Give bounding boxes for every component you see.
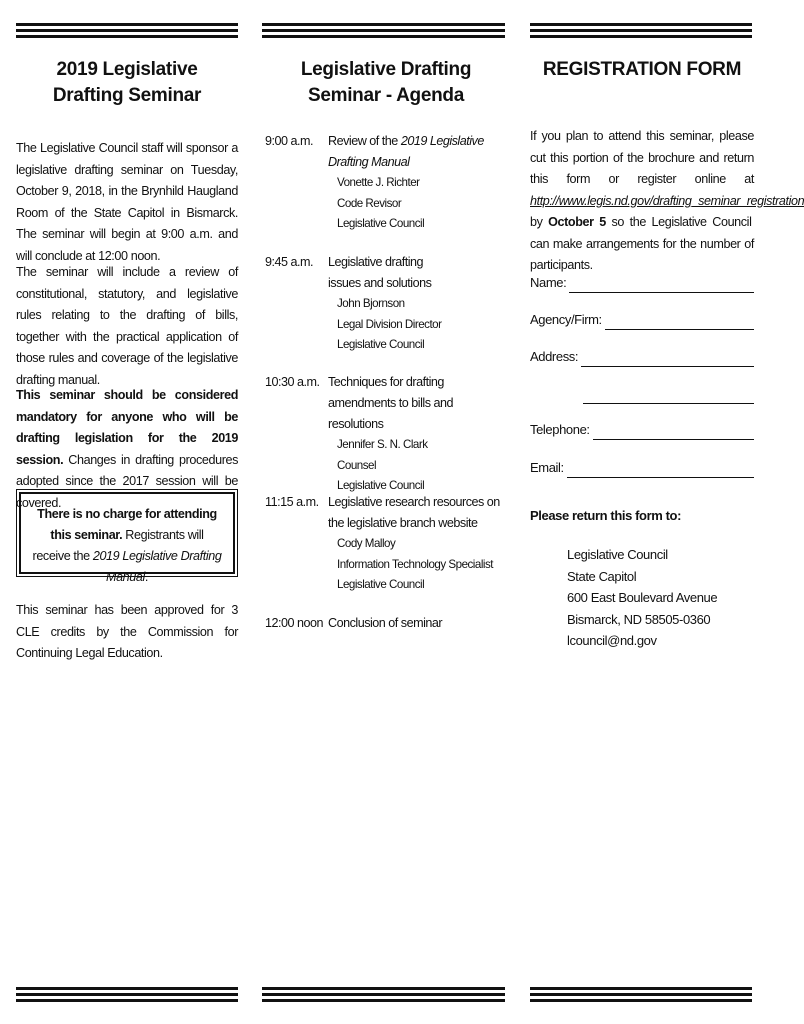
- bottom-rule: [262, 987, 505, 1003]
- speaker-office: Legislative Council: [337, 217, 425, 230]
- address-label: Address:: [530, 349, 579, 364]
- agenda-time: 9:00 a.m.: [265, 134, 314, 148]
- telephone-label: Telephone:: [530, 422, 590, 437]
- agenda-topic: Review of the 2019 Legislative Drafting Manual: [328, 134, 484, 169]
- name-label: Name:: [530, 275, 567, 290]
- speaker-title: Counsel: [337, 458, 377, 472]
- agenda-topic: Techniques for drafting amendments to bills and resolutions: [328, 375, 454, 431]
- top-rule: [262, 23, 505, 39]
- name-line[interactable]: [569, 278, 754, 293]
- top-rule: [16, 23, 238, 39]
- top-rule: [530, 23, 752, 39]
- return-heading: Please return this form to:: [530, 508, 682, 523]
- intro-paragraph: The Legislative Council staff will sponsor a legislative drafting seminar on Tuesday, October 9, 2018, in the Brynhild Haugland Room of the State Capitol in Bismarck. The seminar will begin at 9:00 a.m. and will conclude at 12:00 noon.: [16, 141, 238, 263]
- registration-title: REGISTRATION FORM: [542, 59, 742, 80]
- agency-label: Agency/Firm:: [530, 312, 602, 327]
- email-label: Email:: [530, 460, 564, 475]
- speaker-title: Legal Division Director: [337, 317, 442, 331]
- agenda-time: 10:30 a.m.: [265, 375, 320, 389]
- email-field[interactable]: [530, 458, 754, 478]
- speaker-name: Cody Malloy: [337, 537, 396, 550]
- speaker-office: Legislative Council: [337, 578, 425, 591]
- address-field[interactable]: [530, 347, 754, 367]
- bottom-rule: [530, 987, 752, 1003]
- agency-line[interactable]: [605, 315, 754, 330]
- speaker-office: Legislative Council: [337, 479, 425, 492]
- mandatory-paragraph: This seminar should be considered mandatory for anyone who will be drafting legislation for the 2019 session. Changes in drafting procedures adopted since the 2017 session will be covered.: [16, 388, 238, 510]
- content-paragraph: The seminar will include a review of constitutional, statutory, and legislative rules relating to the drafting of bills, together with the practical application of those rules and coverage of the legislative drafting manual.: [16, 265, 238, 387]
- email-line[interactable]: [567, 463, 754, 478]
- telephone-field[interactable]: [530, 420, 754, 440]
- address-line: State Capitol: [567, 568, 637, 584]
- address-line[interactable]: [581, 352, 754, 367]
- address-line-2[interactable]: [583, 389, 754, 404]
- address-field-line-2[interactable]: [580, 384, 754, 404]
- agenda-time: 9:45 a.m.: [265, 255, 314, 269]
- contact-email: lcouncil@nd.gov: [567, 633, 657, 649]
- registration-link[interactable]: http://www.legis.nd.gov/drafting_seminar_registration: [530, 193, 804, 208]
- name-field[interactable]: [530, 273, 754, 293]
- seminar-title: 2019 Legislative Drafting Seminar: [52, 59, 202, 106]
- address-line: Legislative Council: [567, 547, 668, 562]
- agenda-time: 11:15 a.m.: [265, 495, 319, 509]
- bottom-rule: [16, 987, 238, 1003]
- agenda-topic: Conclusion of seminar: [328, 616, 443, 630]
- agenda-time: 12:00 noon: [265, 616, 324, 630]
- agenda-title: Legislative Drafting Seminar - Agenda: [300, 59, 472, 106]
- no-charge-notice: There is no charge for attending this seminar. Registrants will receive the 2019 Legislative Drafting Manual.: [16, 489, 238, 577]
- agency-field[interactable]: [530, 310, 754, 330]
- agenda-topic: Legislative research resources on the legislative branch website: [328, 495, 500, 530]
- speaker-title: Information Technology Specialist: [337, 557, 494, 571]
- speaker-title: Code Revisor: [337, 196, 402, 210]
- speaker-name: Vonette J. Richter: [337, 176, 420, 189]
- registration-instructions: If you plan to attend this seminar, please cut this portion of the brochure and return this form or register online at http://www.legis.nd.gov/drafting_seminar_registration by October 5 so the Legislative Council can make arrangements for the number of participants.: [530, 129, 804, 272]
- cle-paragraph: This seminar has been approved for 3 CLE credits by the Commission for Continuing Legal Education.: [16, 603, 238, 660]
- address-line: Bismarck, ND 58505-0360: [567, 611, 711, 627]
- agenda-topic: Legislative drafting issues and solutions: [328, 255, 432, 290]
- mailing-address: [567, 544, 717, 652]
- speaker-name: John Bjornson: [337, 297, 405, 310]
- address-line: 600 East Boulevard Avenue: [567, 590, 718, 606]
- speaker-office: Legislative Council: [337, 338, 425, 351]
- speaker-name: Jennifer S. N. Clark: [337, 438, 428, 451]
- telephone-line[interactable]: [593, 425, 754, 440]
